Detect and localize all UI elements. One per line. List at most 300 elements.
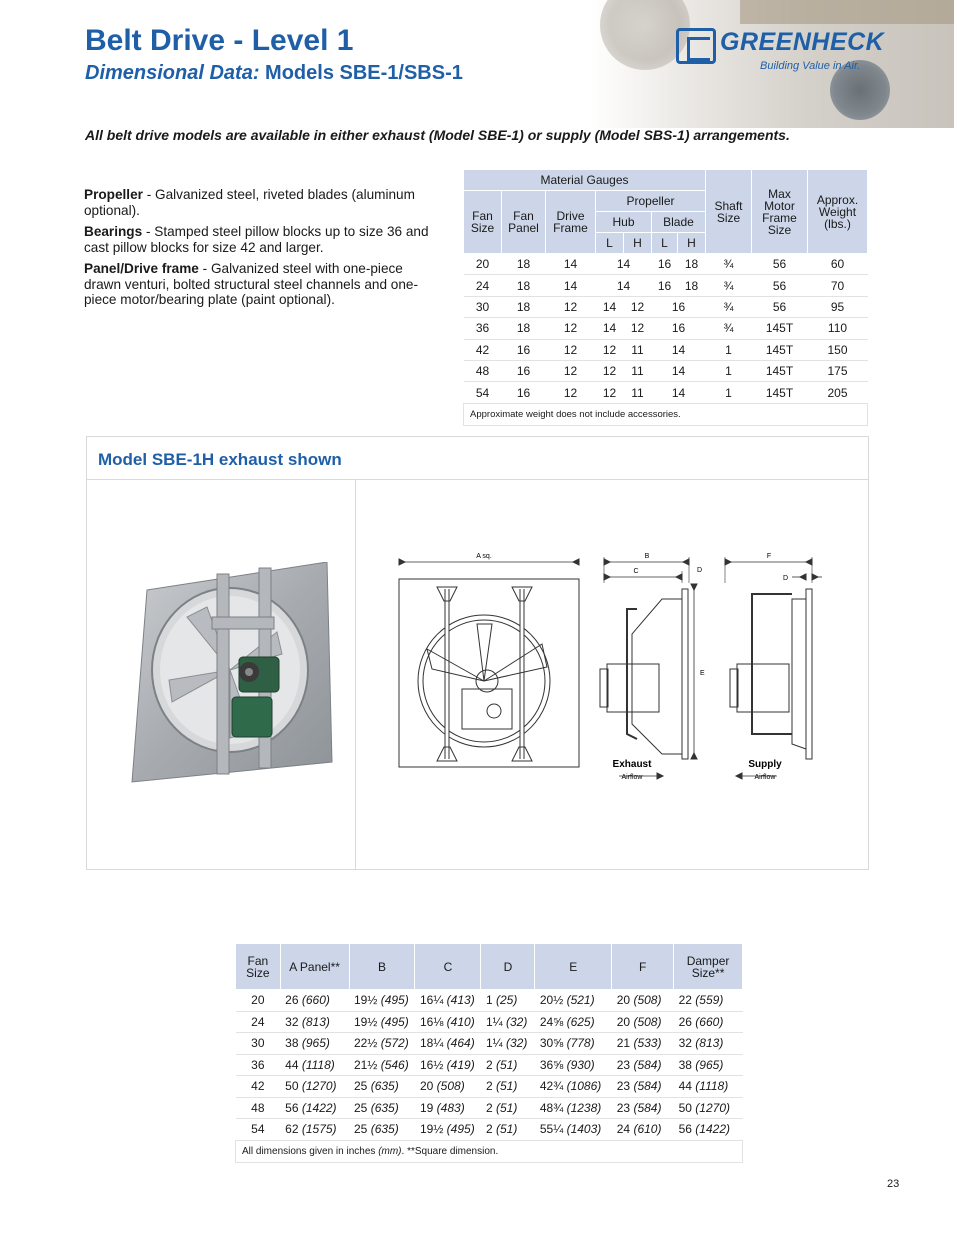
table-cell: 18 <box>502 275 546 296</box>
mm-value: (32) <box>505 1014 528 1029</box>
table-cell <box>349 1076 415 1098</box>
inch-value: 20½ <box>539 993 564 1008</box>
inch-value: 20 <box>616 1014 631 1029</box>
inch-value: 20 <box>419 1079 434 1094</box>
mm-value: (508) <box>633 1014 662 1029</box>
dimensions-table-row <box>236 1033 743 1055</box>
table-cell <box>280 1097 349 1119</box>
subtitle-italic: Dimensional Data: <box>85 62 260 84</box>
supply-airflow-label: Airflow <box>754 774 776 781</box>
mm-value: (635) <box>370 1122 399 1137</box>
table-cell: 16 <box>652 318 706 339</box>
table-cell: 16 <box>652 275 678 296</box>
table-cell <box>280 1033 349 1055</box>
table-cell: 14 <box>596 318 624 339</box>
table-cell: 36 <box>236 1054 281 1076</box>
dim-label-c: C <box>633 568 639 575</box>
dimensions-header-cell: D <box>481 944 535 990</box>
inch-value: 48¾ <box>539 1100 564 1115</box>
inch-value: 36⅝ <box>539 1057 564 1072</box>
table-cell: 18 <box>502 296 546 317</box>
inch-value: 19 <box>419 1100 434 1115</box>
mm-value: (584) <box>633 1100 662 1115</box>
table-cell: 145T <box>752 339 808 360</box>
inch-value: 21½ <box>354 1057 378 1072</box>
table-cell: 14 <box>596 275 652 296</box>
table-cell <box>612 1076 674 1098</box>
table-cell <box>415 1119 481 1141</box>
mm-value: (965) <box>301 1036 330 1051</box>
table-cell: 42 <box>236 1076 281 1098</box>
table-cell <box>612 990 674 1012</box>
table-cell: 30 <box>464 296 502 317</box>
inch-value: 19½ <box>419 1122 444 1137</box>
table-cell: 18 <box>678 254 706 275</box>
spec-text: - Galvanized steel with one-piece drawn venturi, bolted structural steel channels and one-piece motor/bearing plate (paint optional). <box>84 261 418 307</box>
table-cell: 205 <box>808 382 868 403</box>
blade-h-header: H <box>678 233 706 254</box>
table-cell: 16 <box>652 254 678 275</box>
table-cell <box>280 1119 349 1141</box>
mm-value: (584) <box>633 1057 662 1072</box>
table-cell <box>535 1076 612 1098</box>
mm-value: (51) <box>495 1100 518 1115</box>
dim-label-a: A sq. <box>476 553 492 560</box>
table-cell <box>415 1033 481 1055</box>
mm-value: (495) <box>446 1122 475 1137</box>
table-cell: 12 <box>624 296 652 317</box>
table-cell: 70 <box>808 275 868 296</box>
table-cell: 14 <box>652 382 706 403</box>
table-cell: 12 <box>596 382 624 403</box>
table-cell: 14 <box>546 275 596 296</box>
mm-value: (559) <box>695 993 724 1008</box>
mm-value: (32) <box>505 1036 528 1051</box>
mm-value: (610) <box>633 1122 662 1137</box>
table-cell: ¾ <box>706 254 752 275</box>
spec-term: Panel/Drive frame <box>84 261 199 276</box>
mm-value: (495) <box>380 993 409 1008</box>
inch-value: 22½ <box>354 1036 378 1051</box>
dimensions-table-row <box>236 1097 743 1119</box>
table-cell: 24 <box>464 275 502 296</box>
inch-value: 21 <box>616 1036 631 1051</box>
inch-value: 1¼ <box>485 1036 503 1051</box>
table-cell <box>481 1054 535 1076</box>
table-cell <box>349 1033 415 1055</box>
inch-value: 26 <box>285 993 299 1008</box>
table-cell: 14 <box>652 339 706 360</box>
table-cell: 16 <box>502 360 546 381</box>
blade-l-header: L <box>652 233 678 254</box>
table-cell <box>674 990 743 1012</box>
mm-value: (1422) <box>301 1100 337 1115</box>
shaft-size-header: Shaft Size <box>706 170 752 254</box>
inch-value: 24 <box>616 1122 631 1137</box>
exhaust-airflow-label: Airflow <box>621 774 643 781</box>
table-cell <box>481 990 535 1012</box>
dimensions-table-row <box>236 1011 743 1033</box>
inch-value: 50 <box>285 1079 299 1094</box>
gauges-note: Approximate weight does not include accessories. <box>464 403 868 425</box>
gauges-table-row <box>464 275 868 296</box>
dim-label-e: E <box>700 670 705 677</box>
table-cell <box>280 1011 349 1033</box>
mm-value: (51) <box>495 1057 518 1072</box>
inch-value: 25 <box>354 1122 368 1137</box>
inch-value: 42¾ <box>539 1079 564 1094</box>
spec-propeller <box>84 187 439 218</box>
table-cell: ¾ <box>706 318 752 339</box>
mm-value: (1118) <box>301 1057 335 1072</box>
inch-value: 2 <box>485 1057 493 1072</box>
mm-value: (813) <box>301 1014 330 1029</box>
dimensions-header-cell: C <box>415 944 481 990</box>
mm-value: (533) <box>633 1036 662 1051</box>
table-cell: 56 <box>752 275 808 296</box>
table-cell <box>481 1076 535 1098</box>
table-cell <box>674 1097 743 1119</box>
greenheck-logo-mark-icon <box>676 28 716 64</box>
logo-name: GREENHECK <box>720 28 885 56</box>
inch-value: 56 <box>285 1100 299 1115</box>
gauges-table-row <box>464 360 868 381</box>
note-text: All dimensions given in inches <box>242 1145 379 1157</box>
inch-value: 25 <box>354 1079 368 1094</box>
mm-value: (1238) <box>566 1100 602 1115</box>
table-cell: 16 <box>502 382 546 403</box>
mm-value: (572) <box>380 1036 409 1051</box>
note-text-end: . **Square dimension. <box>401 1145 499 1157</box>
mm-value: (25) <box>495 993 518 1008</box>
table-cell <box>349 1054 415 1076</box>
table-cell: 12 <box>546 360 596 381</box>
dimensions-table-row <box>236 990 743 1012</box>
table-cell <box>415 1011 481 1033</box>
inch-value: 26 <box>678 1014 692 1029</box>
inch-value: 32 <box>285 1014 299 1029</box>
inch-value: 23 <box>616 1057 631 1072</box>
inch-value: 20 <box>616 993 631 1008</box>
weight-header: Approx. Weight (lbs.) <box>808 170 868 254</box>
model-title: Model SBE-1H exhaust shown <box>98 450 342 469</box>
table-cell: 56 <box>752 254 808 275</box>
table-cell: 145T <box>752 318 808 339</box>
table-cell <box>674 1054 743 1076</box>
table-cell <box>415 1076 481 1098</box>
mm-value: (1086) <box>566 1079 602 1094</box>
spec-text: - Galvanized steel, riveted blades (aluminum optional). <box>84 187 415 218</box>
table-cell: 20 <box>236 990 281 1012</box>
table-cell <box>415 1097 481 1119</box>
inch-value: 55¼ <box>539 1122 564 1137</box>
table-cell: 11 <box>624 382 652 403</box>
table-cell: ¾ <box>706 296 752 317</box>
mm-value: (464) <box>446 1036 475 1051</box>
table-cell: 30 <box>236 1033 281 1055</box>
table-cell: 11 <box>624 339 652 360</box>
mm-value: (51) <box>495 1122 518 1137</box>
table-cell: 14 <box>546 254 596 275</box>
table-cell: 16 <box>502 339 546 360</box>
inch-value: 2 <box>485 1100 493 1115</box>
table-cell <box>612 1119 674 1141</box>
mm-value: (51) <box>495 1079 518 1094</box>
dimensions-table-row <box>236 1119 743 1141</box>
mm-value: (1118) <box>695 1079 729 1094</box>
table-cell <box>280 1076 349 1098</box>
greenheck-logo <box>676 28 885 74</box>
table-cell: 14 <box>652 360 706 381</box>
fan-size-header: Fan Size <box>464 191 502 254</box>
gauges-table-row <box>464 296 868 317</box>
mm-value: (635) <box>370 1100 399 1115</box>
panel-divider <box>355 480 356 869</box>
table-cell <box>415 1054 481 1076</box>
mm-value: (546) <box>380 1057 409 1072</box>
inch-value: 23 <box>616 1079 631 1094</box>
table-cell: 12 <box>596 339 624 360</box>
inch-value: 62 <box>285 1122 299 1137</box>
table-cell: 1 <box>706 339 752 360</box>
table-cell <box>612 1033 674 1055</box>
dimensions-note <box>236 1140 743 1162</box>
table-cell: 1 <box>706 382 752 403</box>
table-cell <box>535 1054 612 1076</box>
inch-value: 2 <box>485 1079 493 1094</box>
dimensions-header-cell: F <box>612 944 674 990</box>
table-cell: ¾ <box>706 275 752 296</box>
mm-value: (660) <box>695 1014 724 1029</box>
mm-value: (778) <box>566 1036 595 1051</box>
table-cell <box>535 1033 612 1055</box>
gauges-table-row <box>464 382 868 403</box>
spec-panel-drive-frame <box>84 261 439 308</box>
dimensions-header-cell: Damper Size** <box>674 944 743 990</box>
table-cell <box>415 990 481 1012</box>
table-cell: 20 <box>464 254 502 275</box>
table-cell <box>535 1011 612 1033</box>
dimensions-table <box>235 943 743 1163</box>
mm-value: (495) <box>380 1014 409 1029</box>
mm-value: (1403) <box>566 1122 602 1137</box>
inch-value: 30⅝ <box>539 1036 564 1051</box>
mm-value: (1270) <box>301 1079 337 1094</box>
blade-header: Blade <box>652 212 706 233</box>
model-header <box>87 437 868 480</box>
inch-value: 50 <box>678 1100 692 1115</box>
table-cell <box>280 1054 349 1076</box>
spec-bearings <box>84 224 439 255</box>
table-cell: 145T <box>752 382 808 403</box>
photo-fan-frame <box>740 0 954 24</box>
inch-value: 2 <box>485 1122 493 1137</box>
mm-value: (965) <box>695 1057 724 1072</box>
inch-value: 25 <box>354 1100 368 1115</box>
table-cell: 12 <box>546 382 596 403</box>
dimensions-table-row <box>236 1076 743 1098</box>
table-cell: 11 <box>624 360 652 381</box>
mm-value: (625) <box>566 1014 595 1029</box>
gauges-table-row <box>464 254 868 275</box>
motor-frame-header: Max Motor Frame Size <box>752 170 808 254</box>
page-subtitle <box>85 62 463 85</box>
table-cell: 48 <box>236 1097 281 1119</box>
table-cell: 12 <box>546 318 596 339</box>
table-cell <box>349 990 415 1012</box>
inch-value: 24⅝ <box>539 1014 564 1029</box>
material-gauges-header: Material Gauges <box>464 170 706 191</box>
hub-l-header: L <box>596 233 624 254</box>
inch-value: 56 <box>678 1122 692 1137</box>
table-cell: 14 <box>596 296 624 317</box>
dim-label-f: F <box>766 553 772 560</box>
table-cell <box>674 1033 743 1055</box>
mm-value: (1422) <box>695 1122 730 1137</box>
inch-value: 1 <box>485 993 493 1008</box>
mm-value: (584) <box>633 1079 662 1094</box>
supply-label: Supply <box>748 759 782 770</box>
table-cell: 14 <box>596 254 652 275</box>
table-cell <box>612 1097 674 1119</box>
inch-value: 19½ <box>354 993 378 1008</box>
spec-term: Propeller <box>84 187 143 202</box>
dimensions-header-cell: E <box>535 944 612 990</box>
table-cell <box>612 1054 674 1076</box>
inch-value: 38 <box>285 1036 299 1051</box>
mm-value: (813) <box>695 1036 724 1051</box>
table-cell <box>535 990 612 1012</box>
table-cell <box>674 1076 743 1098</box>
spec-text: - Stamped steel pillow blocks up to size 36 and cast pillow blocks for size 42 and larger. <box>84 224 429 255</box>
propeller-header: Propeller <box>596 191 706 212</box>
front-view-drawing <box>399 559 579 767</box>
table-cell <box>481 1011 535 1033</box>
table-cell: 18 <box>678 275 706 296</box>
mm-value: (508) <box>436 1079 465 1094</box>
inch-value: 22 <box>678 993 692 1008</box>
table-cell <box>280 990 349 1012</box>
table-cell: 145T <box>752 360 808 381</box>
intro-text: All belt drive models are available in either exhaust (Model SBE-1) or supply (Model SBS-1) arrangements. <box>85 127 790 143</box>
inch-value: 38 <box>678 1057 692 1072</box>
table-cell: 16 <box>652 296 706 317</box>
table-cell: 18 <box>502 318 546 339</box>
table-cell <box>349 1097 415 1119</box>
gauges-table-row <box>464 318 868 339</box>
mm-value: (419) <box>446 1057 475 1072</box>
inch-value: 16⅛ <box>419 1014 444 1029</box>
table-cell <box>612 1011 674 1033</box>
page-title: Belt Drive - Level 1 <box>85 24 354 57</box>
table-cell: 48 <box>464 360 502 381</box>
gauges-table-row <box>464 339 868 360</box>
table-cell: 36 <box>464 318 502 339</box>
table-cell: 1 <box>706 360 752 381</box>
inch-value: 16½ <box>419 1057 444 1072</box>
table-cell <box>349 1119 415 1141</box>
fan-panel-header: Fan Panel <box>502 191 546 254</box>
dimensions-header-cell: A Panel** <box>280 944 349 990</box>
hub-h-header: H <box>624 233 652 254</box>
table-cell <box>535 1119 612 1141</box>
table-cell <box>535 1097 612 1119</box>
dim-label-d: D <box>697 567 703 574</box>
table-cell: 12 <box>546 339 596 360</box>
table-cell: 12 <box>596 360 624 381</box>
table-cell: 12 <box>624 318 652 339</box>
mm-value: (508) <box>633 993 662 1008</box>
supply-side-view <box>725 557 822 779</box>
table-cell <box>481 1119 535 1141</box>
subtitle-models: Models SBE-1/SBS-1 <box>265 62 463 84</box>
table-cell: 56 <box>752 296 808 317</box>
logo-tagline: Building Value in Air. <box>760 60 861 72</box>
inch-value: 16¼ <box>419 993 444 1008</box>
spec-list <box>84 187 439 314</box>
table-cell <box>481 1033 535 1055</box>
mm-value: (1270) <box>695 1100 730 1115</box>
model-figure-panel <box>86 436 869 870</box>
hub-header: Hub <box>596 212 652 233</box>
table-cell <box>481 1097 535 1119</box>
note-mm: (mm) <box>378 1145 402 1157</box>
table-cell: 12 <box>546 296 596 317</box>
table-cell: 18 <box>502 254 546 275</box>
table-cell: 54 <box>464 382 502 403</box>
dimensions-header-cell: Fan Size <box>236 944 281 990</box>
fan-product-photo <box>127 562 337 787</box>
dim-label-d-supply: D <box>782 575 788 582</box>
dimensions-header-cell: B <box>349 944 415 990</box>
drive-frame-header: Drive Frame <box>546 191 596 254</box>
table-cell: 60 <box>808 254 868 275</box>
inch-value: 18¼ <box>419 1036 444 1051</box>
mm-value: (930) <box>566 1057 595 1072</box>
dim-label-b: B <box>644 553 650 560</box>
table-cell: 175 <box>808 360 868 381</box>
inch-value: 19½ <box>354 1014 378 1029</box>
mm-value: (635) <box>370 1079 399 1094</box>
material-gauges-table <box>463 169 868 426</box>
inch-value: 23 <box>616 1100 631 1115</box>
mm-value: (660) <box>301 993 330 1008</box>
mm-value: (483) <box>436 1100 465 1115</box>
table-cell <box>674 1011 743 1033</box>
table-cell: 54 <box>236 1119 281 1141</box>
table-cell <box>349 1011 415 1033</box>
exhaust-side-view <box>600 557 697 779</box>
table-cell <box>674 1119 743 1141</box>
inch-value: 32 <box>678 1036 692 1051</box>
exhaust-label: Exhaust <box>612 759 652 770</box>
dimension-drawing <box>392 549 842 799</box>
dimensions-table-row <box>236 1054 743 1076</box>
table-cell: 110 <box>808 318 868 339</box>
spec-term: Bearings <box>84 224 143 239</box>
table-cell: 42 <box>464 339 502 360</box>
table-cell: 150 <box>808 339 868 360</box>
mm-value: (410) <box>446 1014 475 1029</box>
mm-value: (413) <box>446 993 475 1008</box>
table-cell: 24 <box>236 1011 281 1033</box>
inch-value: 1¼ <box>485 1014 503 1029</box>
inch-value: 44 <box>678 1079 692 1094</box>
mm-value: (521) <box>566 993 595 1008</box>
table-cell: 95 <box>808 296 868 317</box>
inch-value: 44 <box>285 1057 299 1072</box>
mm-value: (1575) <box>301 1122 337 1137</box>
